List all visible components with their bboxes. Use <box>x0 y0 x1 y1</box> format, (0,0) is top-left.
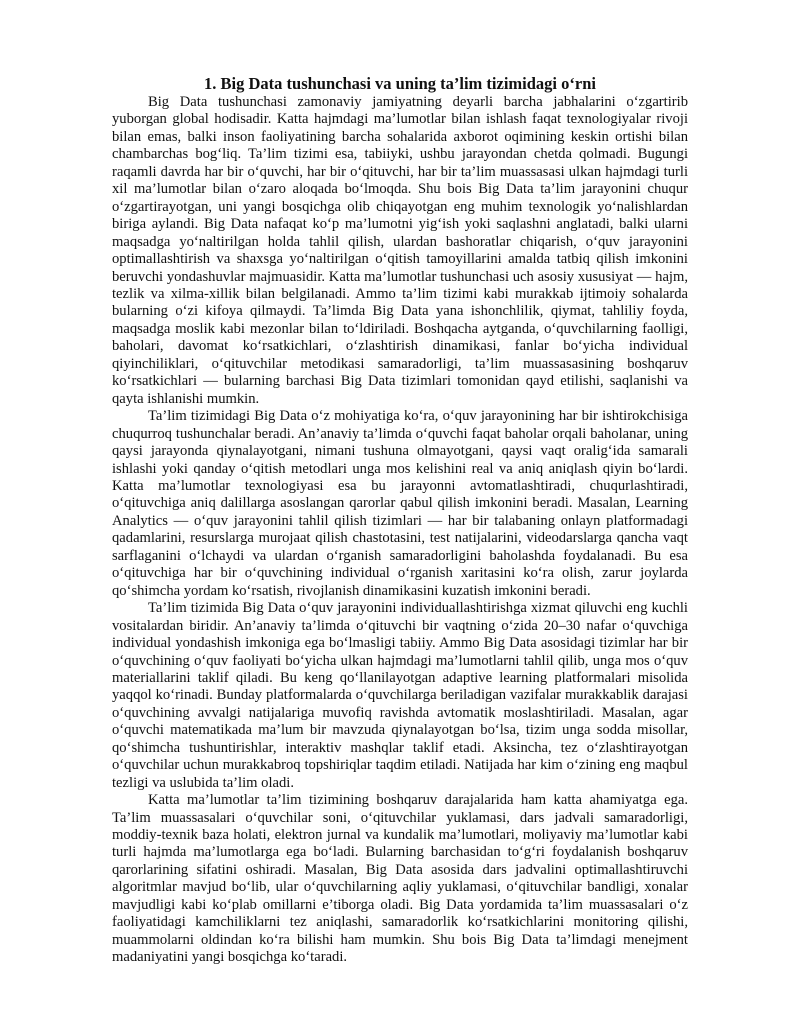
document-page <box>112 74 688 967</box>
paragraph-1: Big Data tushunchasi zamonaviy jamiyatning deyarli barcha jabhalarini o‘zgartirib yuborgan global hodisadir. Katta hajmdagi ma’lumotlar bilan ishlash faqat texnologiyalar rivoji bilan emas, balki inson faoliyatining barcha sohalarida axborot oqimining keskin ortishi bilan chambarchas bog‘liq. Ta’lim tizimi esa, tabiiyki, ushbu jarayondan chetda qolmadi. Bugungi raqamli davrda har bir o‘quvchi, har bir o‘qituvchi, har bir ta’lim muassasasi ulkan hajmdagi turli xil ma’lumotlar bilan o‘zaro aloqada bo‘lmoqda. Shu bois Big Data ta’lim jarayonini chuqur o‘zgartirayotgan, uni yangi bosqichga olib chiqayotgan eng muhim texnologik yo‘nalishlardan biriga aylandi. Big Data nafaqat ko‘p ma’lumotni yig‘ish yoki saqlashni anglatadi, balki ularni maqsadga yo‘naltirilgan holda tahlil qilish, ulardan bashoratlar chiqarish, o‘quv jarayonini optimallashtirish va shaxsga yo‘naltirilgan o‘qitish tamoyillarini amalda tatbiq qilish imkonini beruvchi yondashuvlar majmuasidir. Katta ma’lumotlar tushunchasi uch asosiy xususiyat — hajm, tezlik va xilma-xillik bilan belgilanadi. Ammo ta’lim tizimi kabi murakkab ijtimoiy sohalarda bularning o‘zi kifoya qilmaydi. Ta’limda Big Data yana ishonchlilik, qiymat, tahliliy foyda, maqsadga moslik kabi mezonlar bilan to‘ldiriladi. Boshqacha aytganda, o‘quvchilarning faolligi, baholari, davomat ko‘rsatkichlari, o‘zlashtirish dinamikasi, fanlar bo‘yicha individual qiyinchiliklari, o‘qituvchilar metodikasi samaradorligi, ta’lim muassasasining boshqaruv ko‘rsatkichlari — bularning barchasi Big Data tizimlari tomonidan qayd etilishi, saqlanishi va qayta ishlanishi mumkin. <box>112 94 688 407</box>
document-title: 1. Big Data tushunchasi va uning ta’lim tizimidagi o‘rni <box>204 74 596 93</box>
paragraph-4: Katta ma’lumotlar ta’lim tizimining boshqaruv darajalarida ham katta ahamiyatga ega. Ta’lim muassasalari o‘quvchilar soni, o‘qituvchilar yuklamasi, dars jadvali samaradorligi, moddiy-texnik baza holati, elektron jurnal va kundalik ma’lumotlari, moliyaviy ma’lumotlar kabi turli hajmda ma’lumotlarga ega bo‘ladi. Bularning barchasidan to‘g‘ri foydalanish boshqaruv qarorlarining sifatini oshiradi. Masalan, Big Data asosida dars jadvalini optimallashtiruvchi algoritmlar mavjud bo‘lib, ular o‘quvchilarning aqliy yuklamasi, o‘qituvchilar bandligi, xonalar mavjudligi kabi ko‘plab omillarni e’tiborga oladi. Big Data yordamida ta’lim muassasalari o‘z faoliyatidagi kamchiliklarni tez aniqlashi, samaradorlik ko‘rsatkichlarini monitoring qilishi, muammolarni oldindan ko‘ra bilishi ham mumkin. Shu bois Big Data ta’limdagi menejment madaniyatini yangi bosqichga ko‘taradi. <box>112 792 688 966</box>
paragraph-2: Ta’lim tizimidagi Big Data o‘z mohiyatiga ko‘ra, o‘quv jarayonining har bir ishtirokchisiga chuqurroq tushunchalar beradi. An’anaviy ta’limda o‘quvchi faqat baholar orqali baholanar, uning qaysi jarayonda qiynalayotgani, nimani tushuna olmayotgani, qaysi vaqt oralig‘ida samarali ishlashi yoki qanday o‘qitish metodlari unga mos kelishini real va aniq aniqlash qiyin bo‘lardi. Katta ma’lumotlar texnologiyasi esa bu jarayonni avtomatlashtiradi, chuqurlashtiradi, o‘qituvchiga aniq dalillarga asoslangan qarorlar qabul qilish imkonini beradi. Masalan, Learning Analytics — o‘quv jarayonini tahlil qilish tizimlari — har bir talabaning onlayn platformadagi qadamlarini, resurslarga murojaat qilish chastotasini, test natijalarini, videodarslarga qancha vaqt sarflaganini o‘lchaydi va ulardan o‘rganish samaradorligini baholashda foydalanadi. Bu esa o‘qituvchiga har bir o‘quvchining individual o‘rganish xaritasini ko‘ra olish, zarur joylarda qo‘shimcha yordam ko‘rsatish, rivojlanish dinamikasini kuzatish imkonini beradi. <box>112 408 688 599</box>
paragraph-3: Ta’lim tizimida Big Data o‘quv jarayonini individuallashtirishga xizmat qiluvchi eng kuchli vositalardan biridir. An’anaviy ta’limda o‘qituvchi bir vaqtning o‘zida 20–30 nafar o‘quvchiga individual yondashish imkoniga ega bo‘lmasligi tabiiy. Ammo Big Data asosidagi tizimlar har bir o‘quvchining o‘quv faoliyati bo‘yicha ulkan hajmdagi ma’lumotlarni tahlil qilib, unga mos o‘quv materiallarini taklif qiladi. Bu keng qo‘llanilayotgan adaptive learning platformalari misolida yaqqol ko‘rinadi. Bunday platformalarda o‘quvchilarga beriladigan vazifalar murakkablik darajasi o‘quvchining avvalgi natijalariga muvofiq ravishda avtomatik moslashtiriladi. Masalan, agar o‘quvchi matematikada ma’lum bir mavzuda qiynalayotgan bo‘lsa, tizim unga sodda misollar, qo‘shimcha tushuntirishlar, interaktiv mashqlar taklif etadi. Aksincha, tez o‘zlashtirayotgan o‘quvchilar uchun murakkabroq topshiriqlar taqdim etiladi. Natijada har kim o‘zining eng maqbul tezligi va uslubida ta’lim oladi. <box>112 600 688 791</box>
